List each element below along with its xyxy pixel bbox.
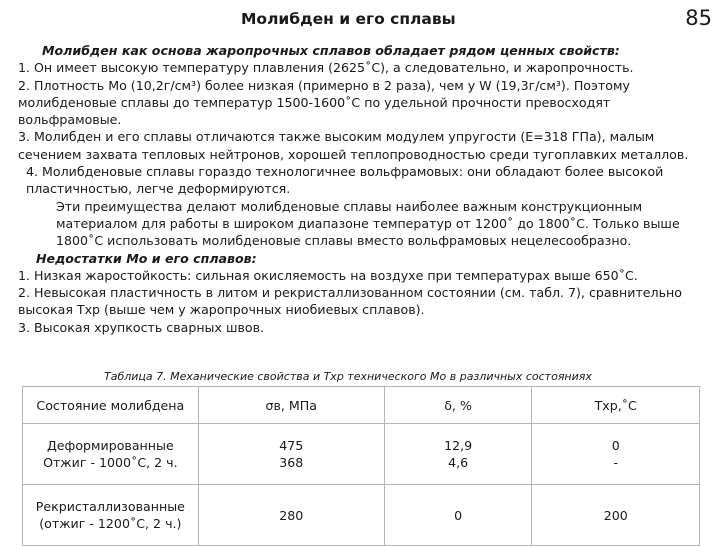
property-item-2: 2. Плотность Mo (10,2г/см³) более низкая (примерно в 2 раза), чем у W (19,3г/см³). Поэтому молибденовые сплавы до температур 1500-1600˚С по удельной прочности превосходят вольфрамовые. xyxy=(18,77,630,128)
cell-line: 280 xyxy=(279,507,304,523)
cell-line: 12,9 xyxy=(444,438,473,453)
cell-line: Деформированные xyxy=(46,438,174,453)
cell-elongation xyxy=(384,485,532,546)
cell-line: 475 xyxy=(279,438,304,453)
cell-state xyxy=(23,424,199,485)
property-item-4: 4. Молибденовые сплавы гораздо технологичнее вольфрамовых: они обладают более высокой пластичностью, легче деформируются. xyxy=(26,164,664,197)
table-row xyxy=(23,424,700,485)
property-item-1: 1. Он имеет высокую температуру плавления (2625˚С), а следовательно, и жаропрочность. xyxy=(18,60,634,76)
cell-line: 200 xyxy=(603,507,628,523)
cell-line: Отжиг - 1000˚С, 2 ч. xyxy=(43,455,178,470)
properties-table xyxy=(22,386,700,546)
cell-line: 0 xyxy=(454,507,463,523)
cell-state xyxy=(23,485,199,546)
drawback-item-1: 1. Низкая жаростойкость: сильная окисляемость на воздухе при температурах выше 650˚С. xyxy=(18,267,638,283)
header-brittle-temp: Tхр,˚С xyxy=(532,387,700,424)
summary-paragraph: Эти преимущества делают молибденовые сплавы наиболее важным конструкционным материалом для работы в широком диапазоне температур от 1200˚ до 1800˚С. Только выше 1800˚С использовать молибденовые сплавы вместо вольфрамовых нецелесообразно. xyxy=(56,198,680,249)
table-caption: Таблица 7. Механические свойства и Tхр технического Mo в различных состояниях xyxy=(104,370,592,383)
cell-line: (отжиг - 1200˚С, 2 ч.) xyxy=(39,516,182,531)
cell-line: 4,6 xyxy=(448,455,469,470)
header-strength: σв, МПа xyxy=(198,387,384,424)
cell-line: 0 xyxy=(611,438,620,453)
cell-strength xyxy=(198,485,384,546)
cell-line: - xyxy=(613,455,618,470)
cell-line: 368 xyxy=(279,455,304,470)
cell-strength xyxy=(198,424,384,485)
drawback-item-2: 2. Невысокая пластичность в литом и рекристаллизованном состоянии (см. табл. 7), сравнительно высокая Tхр (выше чем у жаропрочных ниобиевых сплавов). xyxy=(18,285,682,318)
header-state: Состояние молибдена xyxy=(23,387,199,424)
page-number: 85 xyxy=(685,6,712,30)
intro-heading: Молибден как основа жаропрочных сплавов обладает рядом ценных свойств: xyxy=(42,43,620,58)
cell-brittle-temp xyxy=(532,424,700,485)
body-text xyxy=(6,42,714,336)
table-header-row xyxy=(23,387,700,424)
cell-line: Рекристаллизованные xyxy=(35,499,185,514)
cell-brittle-temp xyxy=(532,485,700,546)
table-row xyxy=(23,485,700,546)
page-title: Молибден и его сплавы xyxy=(241,10,456,28)
drawback-item-3: 3. Высокая хрупкость сварных швов. xyxy=(18,319,265,335)
header-elongation: δ, % xyxy=(384,387,532,424)
property-item-3: 3. Молибден и его сплавы отличаются также высоким модулем упругости (Е=318 ГПа), малым сечением захвата тепловых нейтронов, хорошей теплопроводностью среди тугоплавких металлов. xyxy=(18,129,689,162)
cell-elongation xyxy=(384,424,532,485)
drawbacks-heading: Недостатки Mo и его сплавов: xyxy=(36,250,257,266)
